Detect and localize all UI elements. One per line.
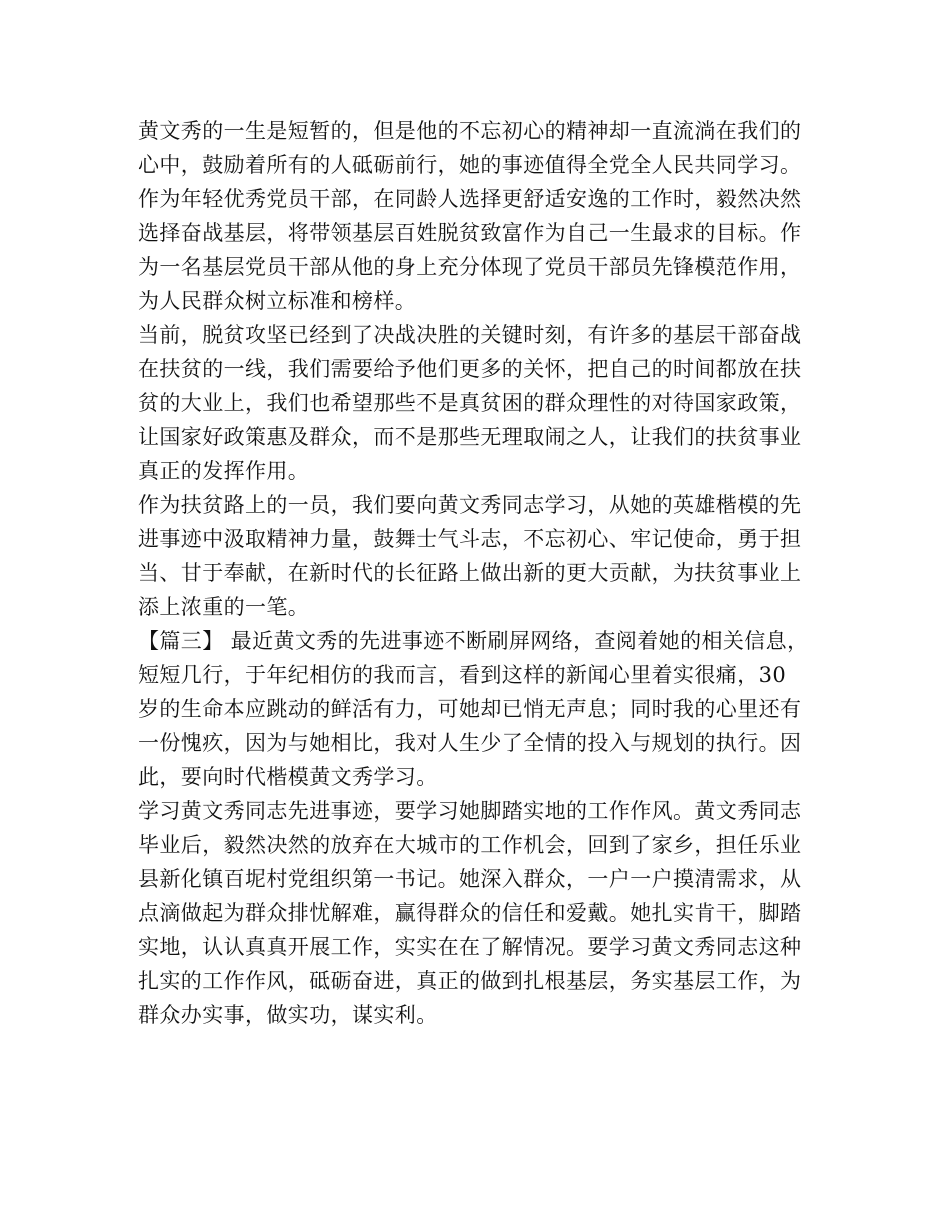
text-line: 当前，脱贫攻坚已经到了决战决胜的关键时刻，有许多的基层干部奋战 — [138, 323, 802, 347]
text-line: 【篇三】 最近黄文秀的先进事迹不断刷屏网络，查阅着她的相关信息， — [138, 629, 809, 653]
text-line: 群众办实事，做实功，谋实利。 — [138, 1003, 438, 1027]
text-line: 贫的大业上，我们也希望那些不是真贫困的群众理性的对待国家政策， — [138, 391, 802, 415]
text-line: 进事迹中汲取精神力量，鼓舞士气斗志，不忘初心、牢记使命，勇于担 — [138, 527, 802, 551]
text-line: 毕业后，毅然决然的放弃在大城市的工作机会，回到了家乡，担任乐业 — [138, 833, 802, 857]
text-line: 作为扶贫路上的一员，我们要向黄文秀同志学习，从她的英雄楷模的先 — [138, 493, 802, 517]
text-line: 一份愧疚，因为与她相比，我对人生少了全情的投入与规划的执行。因 — [138, 731, 802, 755]
text-line: 真正的发挥作用。 — [138, 459, 310, 483]
text-line: 让国家好政策惠及群众，而不是那些无理取闹之人，让我们的扶贫事业 — [138, 425, 802, 449]
text-line: 为人民群众树立标准和榜样。 — [138, 289, 417, 313]
text-line: 扎实的工作作风，砥砺奋进，真正的做到扎根基层，务实基层工作，为 — [138, 969, 802, 993]
text-line: 心中，鼓励着所有的人砥砺前行，她的事迹值得全党全人民共同学习。 — [138, 153, 802, 177]
text-line: 在扶贫的一线，我们需要给予他们更多的关怀，把自己的时间都放在扶 — [138, 357, 802, 381]
text-line: 为一名基层党员干部从他的身上充分体现了党员干部员先锋模范作用， — [138, 255, 802, 279]
text-line: 岁的生命本应跳动的鲜活有力，可她却已悄无声息；同时我的心里还有 — [138, 697, 802, 721]
text-line: 学习黄文秀同志先进事迹，要学习她脚踏实地的工作作风。黄文秀同志 — [138, 799, 802, 823]
text-line: 黄文秀的一生是短暂的，但是他的不忘初心的精神却一直流淌在我们的 — [138, 119, 802, 143]
text-line: 此，要向时代楷模黄文秀学习。 — [138, 765, 438, 789]
text-line: 实地，认认真真开展工作，实实在在了解情况。要学习黄文秀同志这种 — [138, 935, 802, 959]
text-line: 点滴做起为群众排忧解难，赢得群众的信任和爱戴。她扎实肯干，脚踏 — [138, 901, 802, 925]
text-line: 当、甘于奉献，在新时代的长征路上做出新的更大贡献，为扶贫事业上 — [138, 561, 802, 585]
document-body — [138, 114, 828, 1032]
text-line: 添上浓重的一笔。 — [138, 595, 310, 619]
text-line: 县新化镇百坭村党组织第一书记。她深入群众，一户一户摸清需求，从 — [138, 867, 802, 891]
text-line: 作为年轻优秀党员干部，在同龄人选择更舒适安逸的工作时，毅然决然 — [138, 187, 802, 211]
text-line: 短短几行，于年纪相仿的我而言，看到这样的新闻心里着实很痛，30 — [138, 663, 787, 687]
text-line: 选择奋战基层，将带领基层百姓脱贫致富作为自己一生最求的目标。作 — [138, 221, 802, 245]
